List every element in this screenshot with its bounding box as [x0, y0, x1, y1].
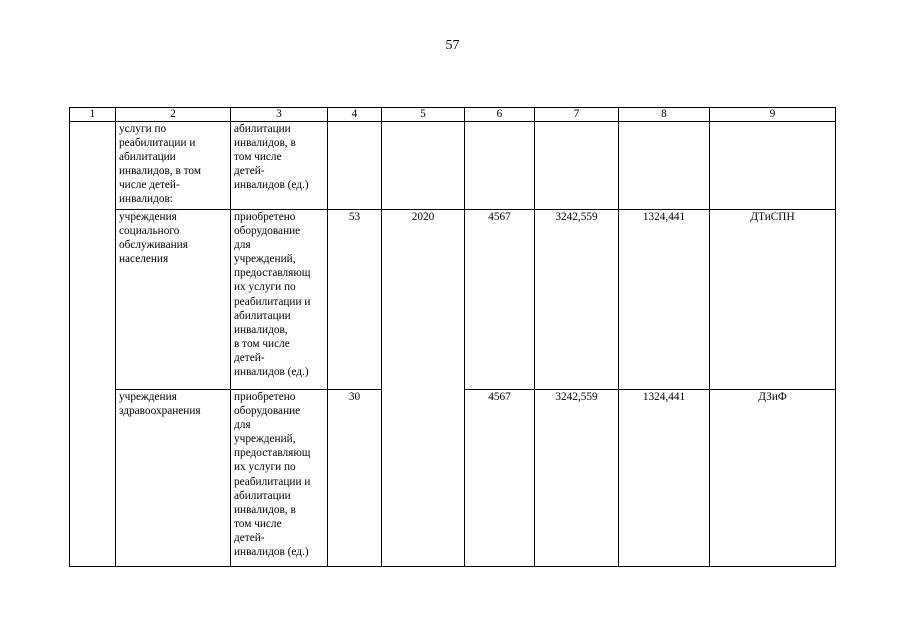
amount-cell-2: 1324,441	[619, 390, 710, 567]
header-cell-6: 6	[465, 108, 535, 122]
amount-cell-2: 1324,441	[619, 210, 710, 390]
table-row	[70, 122, 836, 210]
header-cell-4: 4	[328, 108, 382, 122]
indicator-cell: приобретено оборудование для учреждений, предоставляющ их услуги по реабилитации и абилитации инвалидов, в том числе детей- инвалидов (ед.)	[231, 210, 328, 390]
activity-cell: учреждения здравоохранения	[116, 390, 231, 567]
year-cell	[382, 122, 465, 210]
activity-cell: учреждения социального обслуживания населения	[116, 210, 231, 390]
indicator-cell: приобретено оборудование для учреждений, предоставляющ их услуги по реабилитации и абилитации инвалидов, в том числе детей- инвалидов (ед.)	[231, 390, 328, 567]
indicator-cell: абилитации инвалидов, в том числе детей- инвалидов (ед.)	[231, 122, 328, 210]
total-cell: 4567	[465, 390, 535, 567]
value-cell: 30	[328, 390, 382, 567]
data-table	[69, 107, 836, 567]
total-cell	[465, 122, 535, 210]
header-cell-1: 1	[70, 108, 116, 122]
header-cell-3: 3	[231, 108, 328, 122]
responsible-cell	[710, 122, 836, 210]
amount-cell-2	[619, 122, 710, 210]
table-row	[70, 210, 836, 390]
amount-cell-1: 3242,559	[535, 390, 619, 567]
responsible-cell: ДТиСПН	[710, 210, 836, 390]
value-cell: 53	[328, 210, 382, 390]
header-cell-7: 7	[535, 108, 619, 122]
value-cell	[328, 122, 382, 210]
total-cell: 4567	[465, 210, 535, 390]
header-cell-9: 9	[710, 108, 836, 122]
amount-cell-1: 3242,559	[535, 210, 619, 390]
header-cell-2: 2	[116, 108, 231, 122]
header-row	[70, 108, 836, 122]
row-number-cell	[70, 122, 116, 567]
header-cell-5: 5	[382, 108, 465, 122]
responsible-cell: ДЗиФ	[710, 390, 836, 567]
year-cell: 2020	[382, 210, 465, 567]
activity-cell: услуги по реабилитации и абилитации инвалидов, в том числе детей- инвалидов:	[116, 122, 231, 210]
header-cell-8: 8	[619, 108, 710, 122]
amount-cell-1	[535, 122, 619, 210]
page-number: 57	[445, 38, 460, 53]
